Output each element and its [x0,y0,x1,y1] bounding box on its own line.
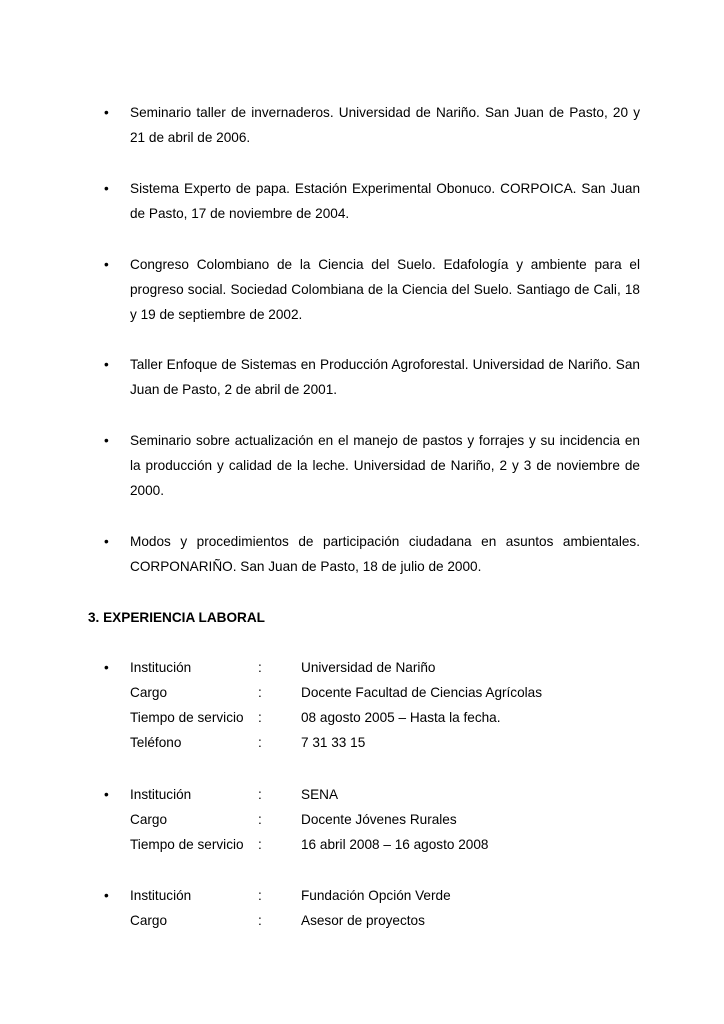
seminar-item [104,252,640,327]
seminar-text: Taller Enfoque de Sistemas en Producción Agroforestal. Universidad de Nariño. San Juan de Pasto, 2 de abril de 2001. [130,357,640,397]
job-row-position [104,807,644,832]
job-value: 7 31 33 15 [301,735,366,750]
job-value: Fundación Opción Verde [301,888,451,903]
job-row-position [104,908,644,933]
job-separator: : [258,660,262,675]
job-label: Institución [130,787,192,802]
job-row-service-time [104,705,644,730]
job-value: Asesor de proyectos [301,913,425,928]
seminar-item [104,176,640,226]
job-row-institution [104,782,644,807]
job-row-position [104,680,644,705]
job-row-service-time [104,832,644,857]
seminar-item [104,529,640,579]
bullet-icon: • [104,433,109,448]
job-value: SENA [301,787,339,802]
job-label: Institución [130,888,192,903]
job-separator: : [258,837,262,852]
job-separator: : [258,888,262,903]
job-label: Tiempo de servicio [130,837,244,852]
job-entry [104,655,644,755]
job-label: Teléfono [130,735,182,750]
seminar-item [104,100,640,150]
bullet-icon: • [104,357,109,372]
section-heading: 3. EXPERIENCIA LABORAL [88,610,265,625]
job-row-phone [104,730,644,755]
seminar-text: Seminario sobre actualización en el manejo de pastos y forrajes y su incidencia en la producción y calidad de la leche. Universidad de Nariño, 2 y 3 de noviembre de 2000. [130,433,640,498]
job-separator: : [258,685,262,700]
seminar-item [104,352,640,402]
bullet-icon: • [104,534,109,549]
job-value: Docente Facultad de Ciencias Agrícolas [301,685,543,700]
job-separator: : [258,735,262,750]
bullet-icon: • [104,888,109,903]
seminar-text: Modos y procedimientos de participación ciudadana en asuntos ambientales. CORPONARIÑO. San Juan de Pasto, 18 de julio de 2000. [130,534,640,574]
job-label: Cargo [130,913,168,928]
seminar-text: Seminario taller de invernaderos. Universidad de Nariño. San Juan de Pasto, 20 y 21 de abril de 2006. [130,105,640,145]
job-row-institution [104,655,644,680]
bullet-icon: • [104,181,109,196]
job-separator: : [258,710,262,725]
job-label: Cargo [130,812,168,827]
bullet-icon: • [104,787,109,802]
job-label: Cargo [130,685,168,700]
job-value: 16 abril 2008 – 16 agosto 2008 [301,837,489,852]
job-label: Tiempo de servicio [130,710,244,725]
bullet-icon: • [104,660,109,675]
bullet-icon: • [104,257,109,272]
job-separator: : [258,913,262,928]
seminar-item [104,428,640,503]
job-label: Institución [130,660,192,675]
job-value: Universidad de Nariño [301,660,436,675]
job-entry [104,782,644,857]
seminar-text: Congreso Colombiano de la Ciencia del Suelo. Edafología y ambiente para el progreso social. Sociedad Colombiana de la Ciencia del Suelo. Santiago de Cali, 18 y 19 de septiembre de 2002. [130,257,640,322]
job-entry [104,883,644,933]
seminar-text: Sistema Experto de papa. Estación Experimental Obonuco. CORPOICA. San Juan de Pasto, 17 de noviembre de 2004. [130,181,640,221]
job-value: Docente Jóvenes Rurales [301,812,457,827]
job-value: 08 agosto 2005 – Hasta la fecha. [301,710,501,725]
job-row-institution [104,883,644,908]
bullet-icon: • [104,105,109,120]
job-separator: : [258,787,262,802]
job-separator: : [258,812,262,827]
